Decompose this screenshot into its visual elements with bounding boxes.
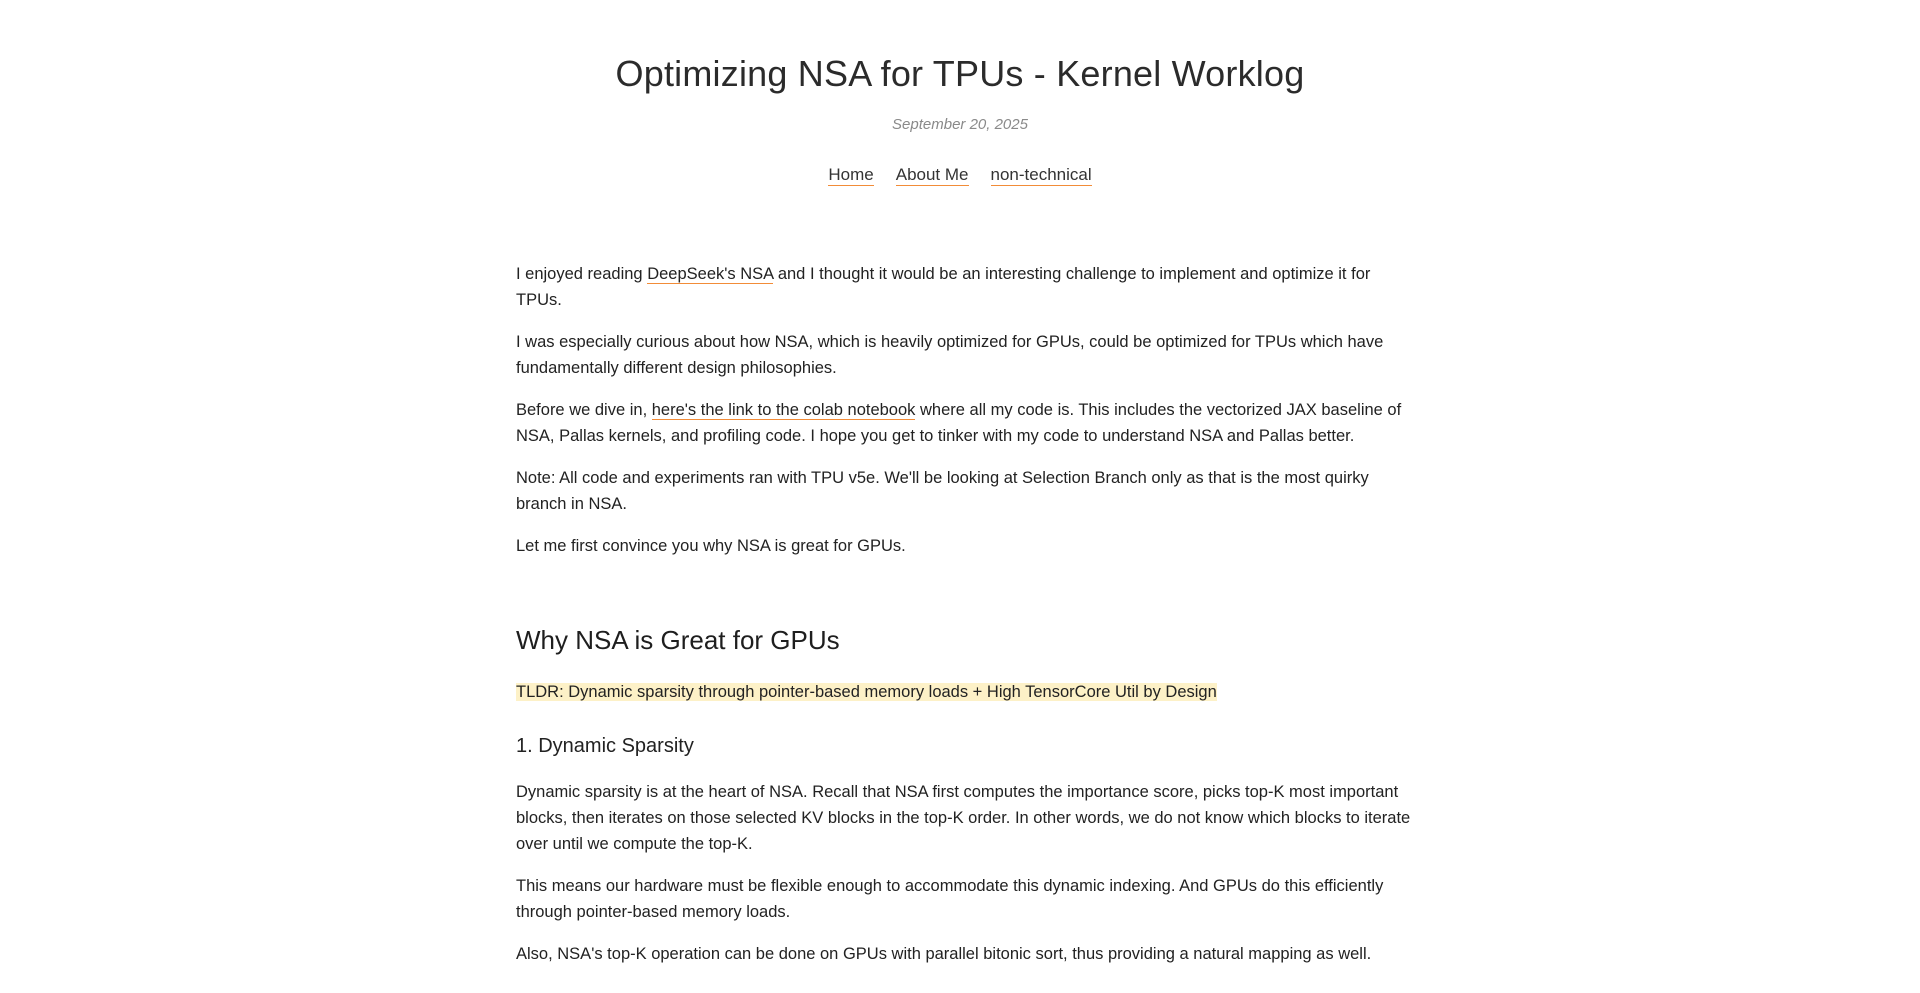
section-heading-why-nsa: Why NSA is Great for GPUs: [516, 625, 840, 655]
intro-paragraph-4: Note: All code and experiments ran with TPU v5e. We'll be looking at Selection Branch only as that is the most quirky branch in NSA.: [516, 469, 1369, 513]
intro-paragraph-5: Let me first convince you why NSA is great for GPUs.: [516, 537, 906, 555]
deepseek-nsa-link[interactable]: DeepSeek's NSA: [647, 265, 774, 283]
tldr-block: [516, 681, 1416, 703]
section1-paragraph-2: This means our hardware must be flexible enough to accommodate this dynamic indexing. And GPUs do this efficiently through pointer-based memory loads.: [516, 877, 1384, 921]
intro-paragraph-3: [516, 397, 1416, 449]
nav-link-about-me[interactable]: About Me: [895, 165, 969, 184]
top-nav: [0, 164, 1920, 186]
subheading-dynamic-sparsity: 1. Dynamic Sparsity: [516, 735, 694, 757]
nav-link-non-technical[interactable]: non-technical: [990, 165, 1092, 184]
colab-notebook-link[interactable]: here's the link to the colab notebook: [651, 401, 916, 419]
intro-p3-text-before: Before we dive in,: [516, 401, 652, 419]
post-date: September 20, 2025: [892, 116, 1028, 133]
intro-paragraph-2: I was especially curious about how NSA, which is heavily optimized for GPUs, could be optimized for TPUs which have fundamentally different design philosophies.: [516, 333, 1384, 377]
intro-p3-text-after: where all my code is. This includes the vectorized JAX baseline of NSA, Pallas kernels, and profiling code. I hope you get to tinker with my code to understand NSA and Pallas better.: [516, 401, 1402, 445]
intro-p1-text-after: and I thought it would be an interesting challenge to implement and optimize it for TPUs.: [516, 265, 1371, 309]
tldr-highlight: TLDR: Dynamic sparsity through pointer-based memory loads + High TensorCore Util by Design: [516, 683, 1217, 701]
intro-paragraph-1: [516, 261, 1416, 313]
section1-paragraph-1: Dynamic sparsity is at the heart of NSA. Recall that NSA first computes the importance score, picks top-K most important blocks, then iterates on those selected KV blocks in the top-K order. In other words, we do not know which blocks to iterate over until we compute the top-K.: [516, 783, 1411, 853]
article-content: [516, 261, 1416, 983]
nav-link-home[interactable]: Home: [828, 165, 874, 184]
page-title: Optimizing NSA for TPUs - Kernel Worklog: [615, 53, 1305, 94]
intro-p1-text-before: I enjoyed reading: [516, 265, 648, 283]
section1-paragraph-3: Also, NSA's top-K operation can be done on GPUs with parallel bitonic sort, thus providing a natural mapping as well.: [516, 945, 1372, 963]
